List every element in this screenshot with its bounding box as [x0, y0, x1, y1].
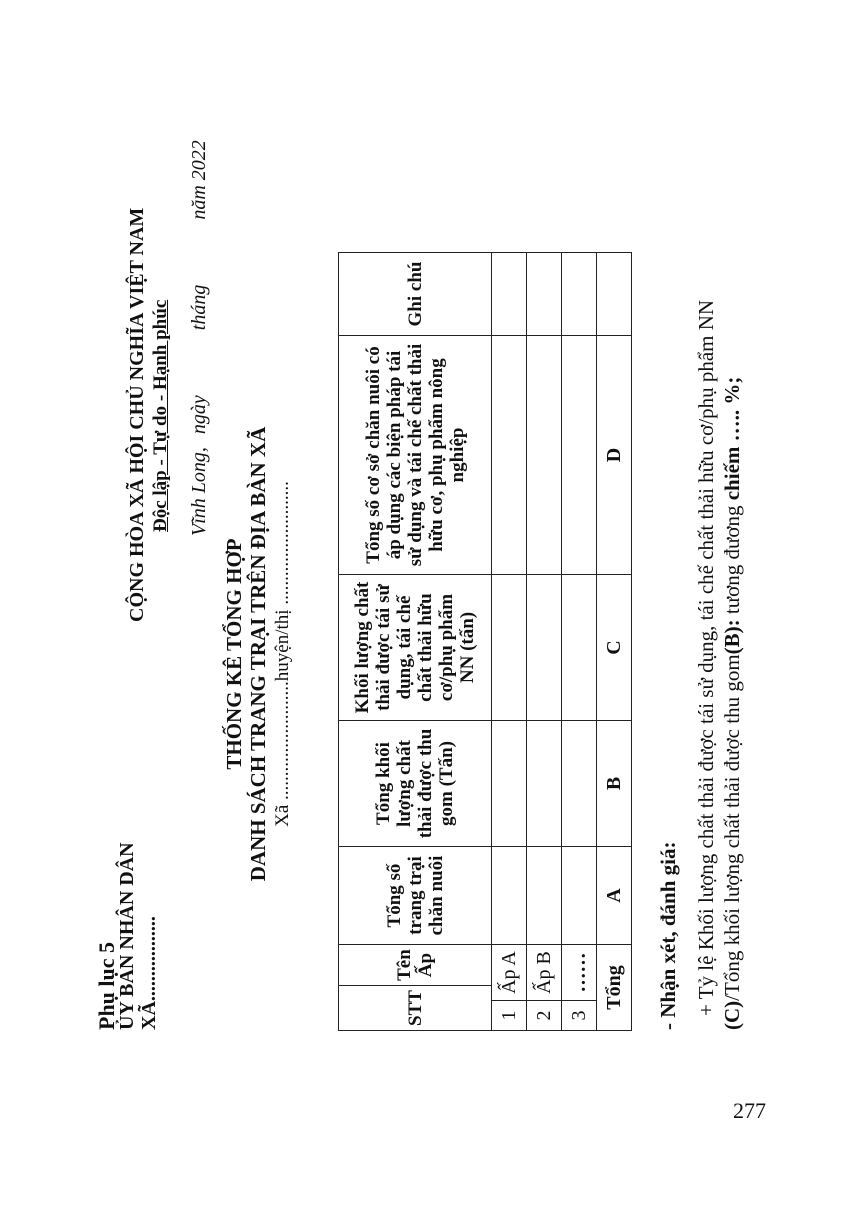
table-row — [562, 253, 597, 1031]
row-hamlet: Ấp A — [492, 945, 527, 1001]
table-header-row — [339, 253, 492, 1031]
row-reused — [527, 575, 562, 721]
date-place: Vĩnh Long, — [188, 447, 210, 536]
row-facilities — [527, 336, 562, 575]
total-d: D — [597, 336, 632, 575]
row-farm-count — [527, 847, 562, 945]
comment-percent: chiếm ….. %; — [720, 376, 744, 501]
row-hamlet: Ấp B — [527, 945, 562, 1001]
page-number: 277 — [733, 1098, 766, 1123]
header-hamlet: Tên Ấp — [394, 949, 436, 981]
row-farm-count — [562, 847, 597, 945]
comment-tail: tương đương — [720, 500, 744, 620]
header-farm-count: Tổng số trang trại chăn nuôi — [339, 847, 492, 945]
total-a: A — [597, 847, 632, 945]
total-label: Tổng — [597, 945, 632, 1031]
commune-line: XÃ................. — [138, 916, 160, 1030]
row-collected — [492, 721, 527, 847]
comment-mid: /Tổng khối lượng chất thải được thu gom — [720, 654, 744, 1001]
row-stt: 2 — [527, 1001, 562, 1031]
row-hamlet: …… — [562, 945, 597, 1001]
rotated-page-content — [62, 30, 762, 1030]
row-stt: 3 — [562, 1001, 597, 1031]
header-reused-waste: Khối lượng chất thải được tái sử dụng, tái chế chất thải hữu cơ/phụ phẩm NN (tấn) — [339, 575, 492, 721]
table-row — [492, 253, 527, 1031]
date-month: tháng — [188, 284, 210, 331]
row-reused — [492, 575, 527, 721]
row-collected — [527, 721, 562, 847]
report-title: THỐNG KÊ TỔNG HỢP — [222, 538, 246, 770]
row-notes — [527, 253, 562, 336]
header-facilities-count: Tổng số cơ sở chăn nuôi có áp dụng các biện pháp tái sử dụng và tái chế chất thải hữu cơ, phụ phẩm nông nghiệp — [339, 336, 492, 575]
total-c: C — [597, 575, 632, 721]
appendix-label: Phụ lục 5 — [94, 941, 119, 1030]
committee-title: ỦY BAN NHÂN DÂN — [116, 842, 138, 1030]
header-collected-waste: Tổng khối lượng chất thải được thu gom (Tấn) — [339, 721, 492, 847]
date-day: ngày — [188, 395, 210, 435]
table-row — [527, 253, 562, 1031]
comment-line-1: + Tỷ lệ Khối lượng chất thải được tái sử dụng, tái chế chất thải hữu cơ/phụ phẩm NN — [694, 299, 718, 1016]
location-line: Xã .........................huyện/thị .......................... — [272, 481, 293, 827]
comment-c: (C) — [720, 1000, 744, 1030]
national-title: CỘNG HÒA XÃ HỘI CHỦ NGHĨA VIỆT NAM — [126, 207, 148, 622]
header-stt: STT — [339, 986, 491, 1030]
date-line — [188, 140, 211, 536]
row-notes — [562, 253, 597, 336]
farm-table — [338, 252, 632, 1031]
row-collected — [562, 721, 597, 847]
row-reused — [562, 575, 597, 721]
table-total-row — [597, 253, 632, 1031]
row-farm-count — [492, 847, 527, 945]
date-year: năm 2022 — [188, 140, 210, 220]
national-motto: Độc lập - Tự do - Hạnh phúc — [150, 299, 171, 532]
report-subtitle: DANH SÁCH TRANG TRẠI TRÊN ĐỊA BÀN XÃ — [246, 426, 270, 882]
row-notes — [492, 253, 527, 336]
row-stt: 1 — [492, 1001, 527, 1031]
row-facilities — [492, 336, 527, 575]
header-notes: Ghi chú — [339, 253, 492, 336]
comment-line-2 — [720, 377, 745, 1030]
comment-heading: - Nhận xét, đánh giá: — [656, 841, 680, 1030]
total-notes — [597, 253, 632, 336]
comment-b: (B): — [720, 619, 744, 655]
row-facilities — [562, 336, 597, 575]
total-b: B — [597, 721, 632, 847]
